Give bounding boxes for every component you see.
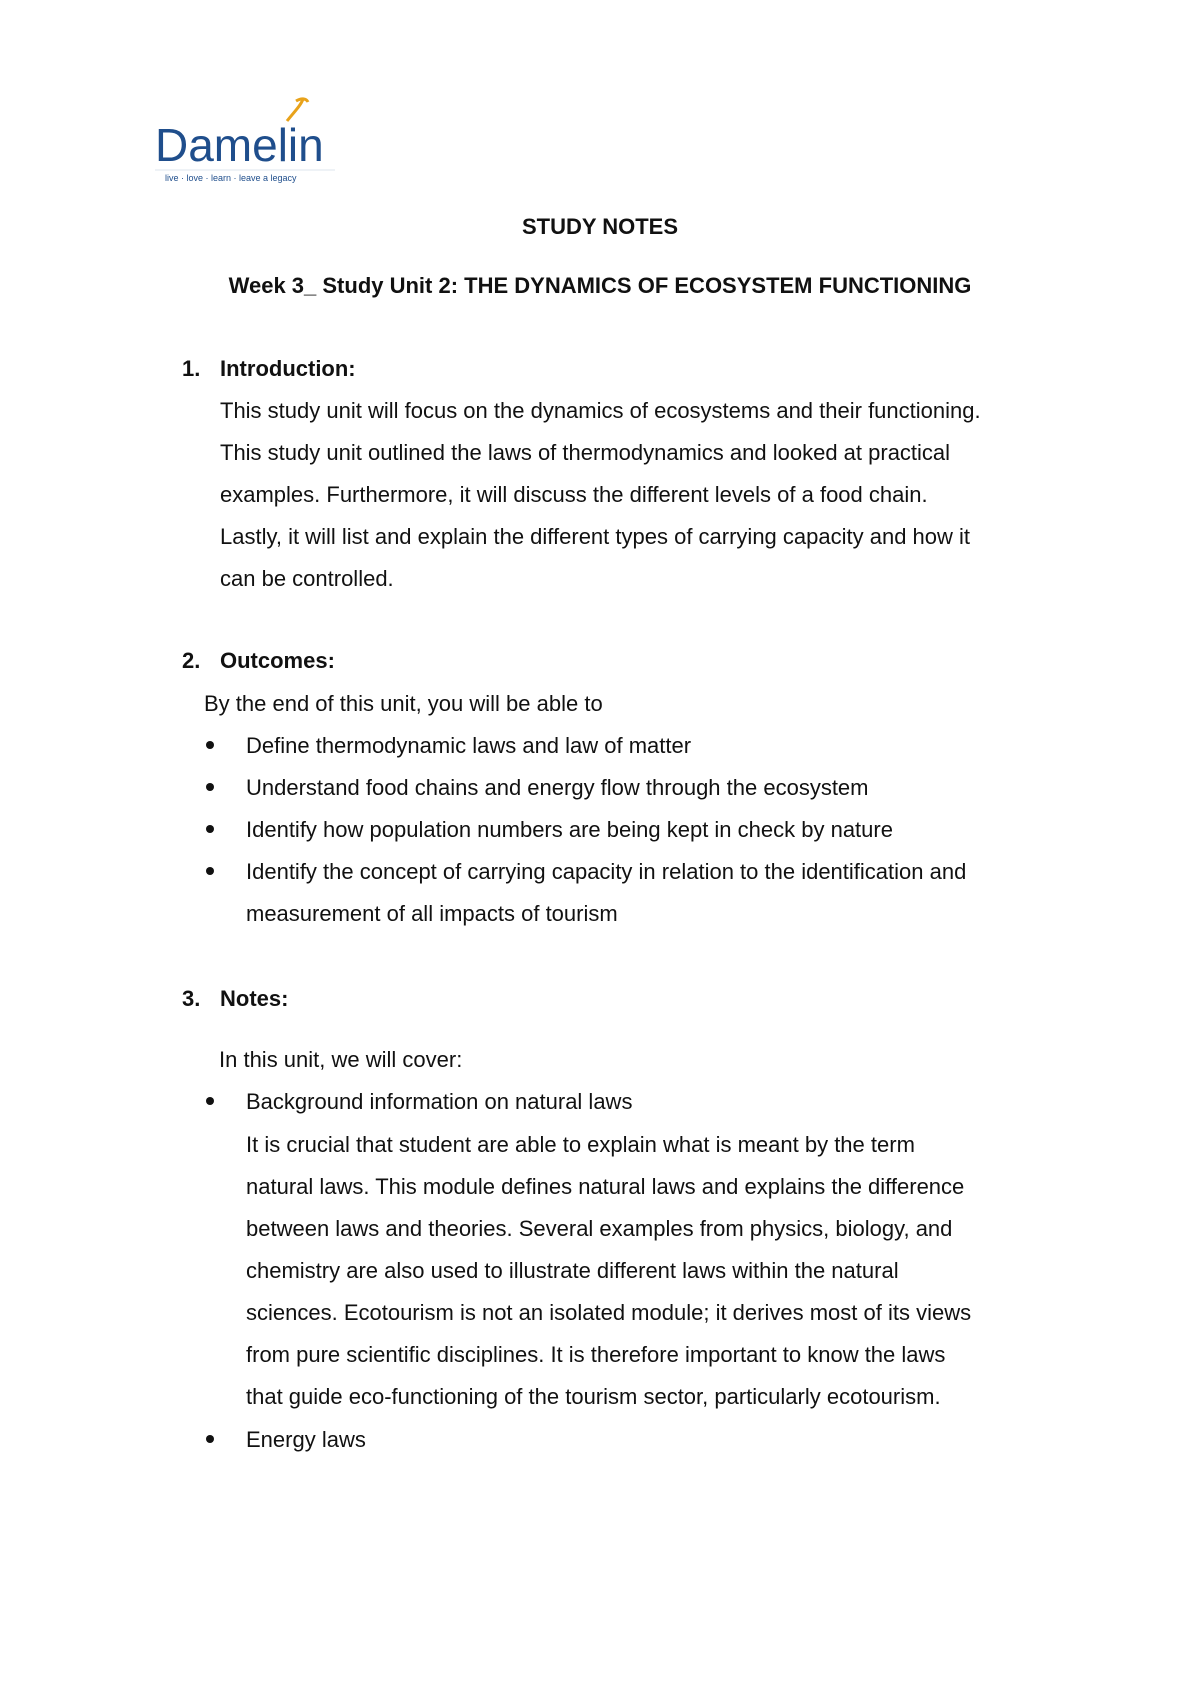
bullet-icon — [206, 1435, 214, 1443]
outcome-text: Identify how population numbers are being kept in check by nature — [246, 817, 893, 842]
outcome-text-continued: measurement of all impacts of tourism — [246, 901, 618, 926]
outcome-text: Identify the concept of carrying capacity in relation to the identification and — [246, 859, 967, 884]
notes-detail-line: between laws and theories. Several examples from physics, biology, and — [246, 1216, 953, 1241]
section-3-heading: Notes: — [220, 986, 289, 1011]
notes-detail-line: sciences. Ecotourism is not an isolated module; it derives most of its views — [246, 1300, 972, 1325]
section-1-number: 1. — [182, 356, 201, 381]
notes-detail-line: chemistry are also used to illustrate different laws within the natural — [246, 1258, 899, 1283]
section-3-number: 3. — [182, 986, 201, 1011]
bullet-icon — [206, 783, 214, 791]
notes-detail — [246, 1124, 971, 1418]
notes-item-text: Energy laws — [246, 1427, 366, 1452]
notes-detail-line: It is crucial that student are able to explain what is meant by the term — [246, 1132, 915, 1157]
section-1-line: Lastly, it will list and explain the different types of carrying capacity and how it — [220, 524, 971, 549]
section-2-number: 2. — [182, 648, 201, 673]
bullet-icon — [206, 741, 214, 749]
section-1-line: This study unit outlined the laws of thermodynamics and looked at practical — [220, 440, 951, 465]
section-3-intro: In this unit, we will cover: — [219, 1047, 463, 1072]
section-1-line: This study unit will focus on the dynamics of ecosystems and their functioning. — [220, 398, 981, 423]
section-2-heading: Outcomes: — [220, 648, 335, 673]
doc-title: STUDY NOTES — [521, 214, 679, 239]
section-1-line: can be controlled. — [220, 566, 394, 591]
section-1-line: examples. Furthermore, it will discuss the different levels of a food chain. — [220, 482, 928, 507]
bullet-icon — [206, 1097, 214, 1105]
bullet-icon — [206, 825, 214, 833]
outcome-text: Understand food chains and energy flow through the ecosystem — [246, 775, 869, 800]
outcome-text: Define thermodynamic laws and law of matter — [246, 733, 692, 758]
logo-tagline: live · love · learn · leave a legacy — [165, 173, 297, 183]
section-2-intro: By the end of this unit, you will be able to — [204, 691, 603, 716]
damelin-logo — [155, 95, 345, 190]
logo-wordmark: Damelin — [155, 119, 324, 171]
notes-detail-line: from pure scientific disciplines. It is therefore important to know the laws — [246, 1342, 946, 1367]
section-1-heading: Introduction: — [220, 356, 356, 381]
section-1-body — [220, 390, 981, 600]
notes-detail-line: that guide eco-functioning of the tourism sector, particularly ecotourism. — [246, 1384, 941, 1409]
bullet-icon — [206, 867, 214, 875]
notes-item-text: Background information on natural laws — [246, 1089, 633, 1114]
doc-subtitle: Week 3_ Study Unit 2: THE DYNAMICS OF ECOSYSTEM FUNCTIONING — [228, 273, 972, 298]
notes-detail-line: natural laws. This module defines natural laws and explains the difference — [246, 1174, 965, 1199]
damelin-logo-graphic — [155, 95, 345, 190]
